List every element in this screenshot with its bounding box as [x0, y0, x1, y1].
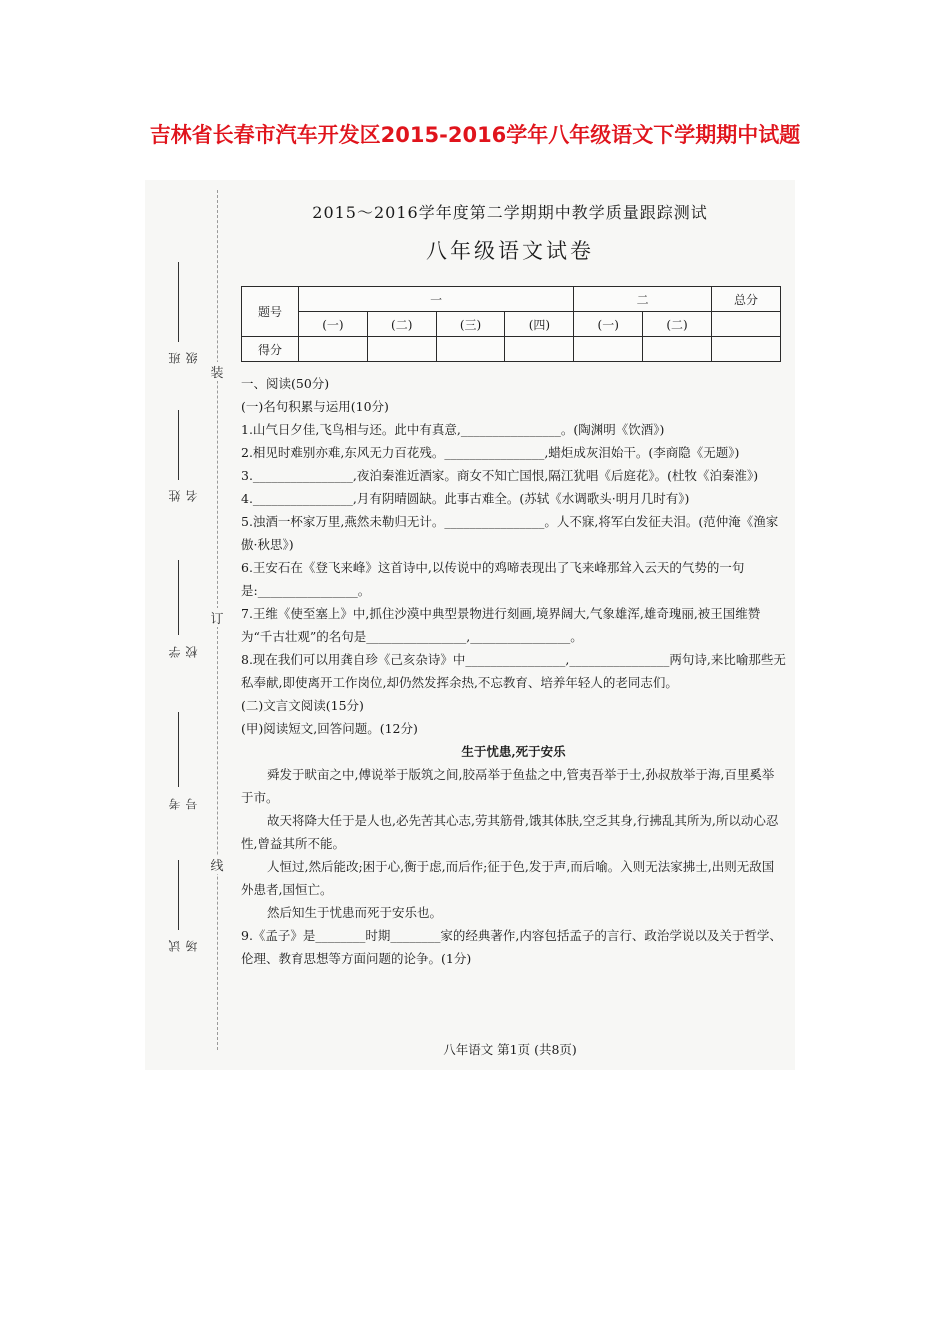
passage-paragraph: 然后知生于忧患而死于安乐也。	[267, 905, 443, 920]
score-table-sub: (四)	[505, 312, 574, 337]
section-part2a: (甲)阅读短文,回答问题。(12分)	[241, 721, 418, 736]
question-3: 3.________________,夜泊秦淮近酒家。商女不知亡国恨,隔江犹唱《后庭花》。(杜牧《泊秦淮》)	[241, 468, 759, 483]
score-table-cell	[643, 337, 712, 362]
binding-mark-zhuang: 装	[208, 362, 226, 381]
passage-title: 生于忧患,死于安乐	[461, 744, 566, 759]
passage-paragraph: 故天将降大任于是人也,必先苦其心志,劳其筋骨,饿其体肤,空乏其身,行拂乱其所为,所以动心忍性,曾益其所不能。	[241, 813, 779, 851]
score-table-sub: (一)	[299, 312, 368, 337]
score-table-cell	[574, 337, 643, 362]
side-label-class: 班级	[168, 350, 199, 364]
score-table-question-label: 题号	[242, 287, 299, 337]
score-table-cell	[712, 312, 781, 337]
question-2: 2.相见时难别亦难,东风无力百花残。________________,蜡炬成灰泪始干。(李商隐《无题》)	[241, 445, 740, 460]
section-part2: (二)文言文阅读(15分)	[241, 698, 364, 713]
score-table-cell	[436, 337, 505, 362]
question-1: 1.山气日夕佳,飞鸟相与还。此中有真意,________________。(陶渊明《饮酒》)	[241, 422, 665, 437]
score-table-group-two: 二	[574, 287, 712, 312]
score-table-sub: (二)	[643, 312, 712, 337]
score-table-sub: (一)	[574, 312, 643, 337]
section-reading: 一、阅读(50分)	[241, 376, 330, 391]
exam-subtitle: 八年级语文试卷	[426, 239, 594, 263]
score-table-cell	[299, 337, 368, 362]
side-label-school: 学校	[168, 644, 199, 658]
side-label-name: 姓名	[168, 488, 199, 502]
side-label-exam-room: 试场	[168, 938, 199, 952]
score-table-sub: (二)	[367, 312, 436, 337]
question-7: 7.王维《使至塞上》中,抓住沙漠中典型景物进行刻画,境界阔大,气象雄浑,雄奇瑰丽,被王国维赞为“千古壮观”的名句是________________,________________。	[241, 606, 761, 644]
question-6: 6.王安石在《登飞来峰》这首诗中,以传说中的鸡啼表现出了飞来峰那耸入云天的气势的一句是:________________。	[241, 560, 745, 598]
score-table-cell	[367, 337, 436, 362]
exam-header: 2015～2016学年度第二学期期中教学质量跟踪测试	[312, 203, 708, 222]
passage-paragraph: 人恒过,然后能改;困于心,衡于虑,而后作;征于色,发于声,而后喻。入则无法家拂士,出则无敌国外患者,国恒亡。	[241, 859, 775, 897]
passage-paragraph: 舜发于畎亩之中,傅说举于版筑之间,胶鬲举于鱼盐之中,管夷吾举于士,孙叔敖举于海,百里奚举于市。	[241, 767, 775, 805]
score-table-total: 总分	[712, 287, 781, 312]
exam-content	[241, 372, 786, 970]
page-footer: 八年语文 第1页 (共8页)	[443, 1042, 577, 1057]
score-table-sub: (三)	[436, 312, 505, 337]
score-table-cell	[505, 337, 574, 362]
binding-mark-ding: 订	[208, 608, 226, 627]
score-table-score-label: 得分	[242, 337, 299, 362]
document-title: 吉林省长春市汽车开发区2015-2016学年八年级语文下学期期中试题	[149, 123, 801, 147]
score-table	[241, 286, 781, 362]
score-table-cell	[712, 337, 781, 362]
question-8: 8.现在我们可以用龚自珍《己亥杂诗》中________________,________________两句诗,来比喻那些无私奉献,即使离开工作岗位,却仍然发挥余热,不忘教育、培养年轻人的老同志们。	[241, 652, 786, 690]
question-9: 9.《孟子》是________时期________家的经典著作,内容包括孟子的言行、政治学说以及关于哲学、伦理、教育思想等方面问题的论争。(1分)	[241, 928, 782, 966]
question-5: 5.浊酒一杯家万里,燕然未勒归无计。________________。人不寐,将军白发征夫泪。(范仲淹《渔家傲·秋思》)	[241, 514, 779, 552]
binding-mark-xian: 线	[208, 855, 226, 874]
side-label-exam-number: 考号	[168, 796, 199, 810]
section-part1: (一)名句积累与运用(10分)	[241, 399, 389, 414]
score-table-group-one: 一	[299, 287, 574, 312]
question-4: 4.________________,月有阴晴圆缺。此事古难全。(苏轼《水调歌头·明月几时有》)	[241, 491, 690, 506]
